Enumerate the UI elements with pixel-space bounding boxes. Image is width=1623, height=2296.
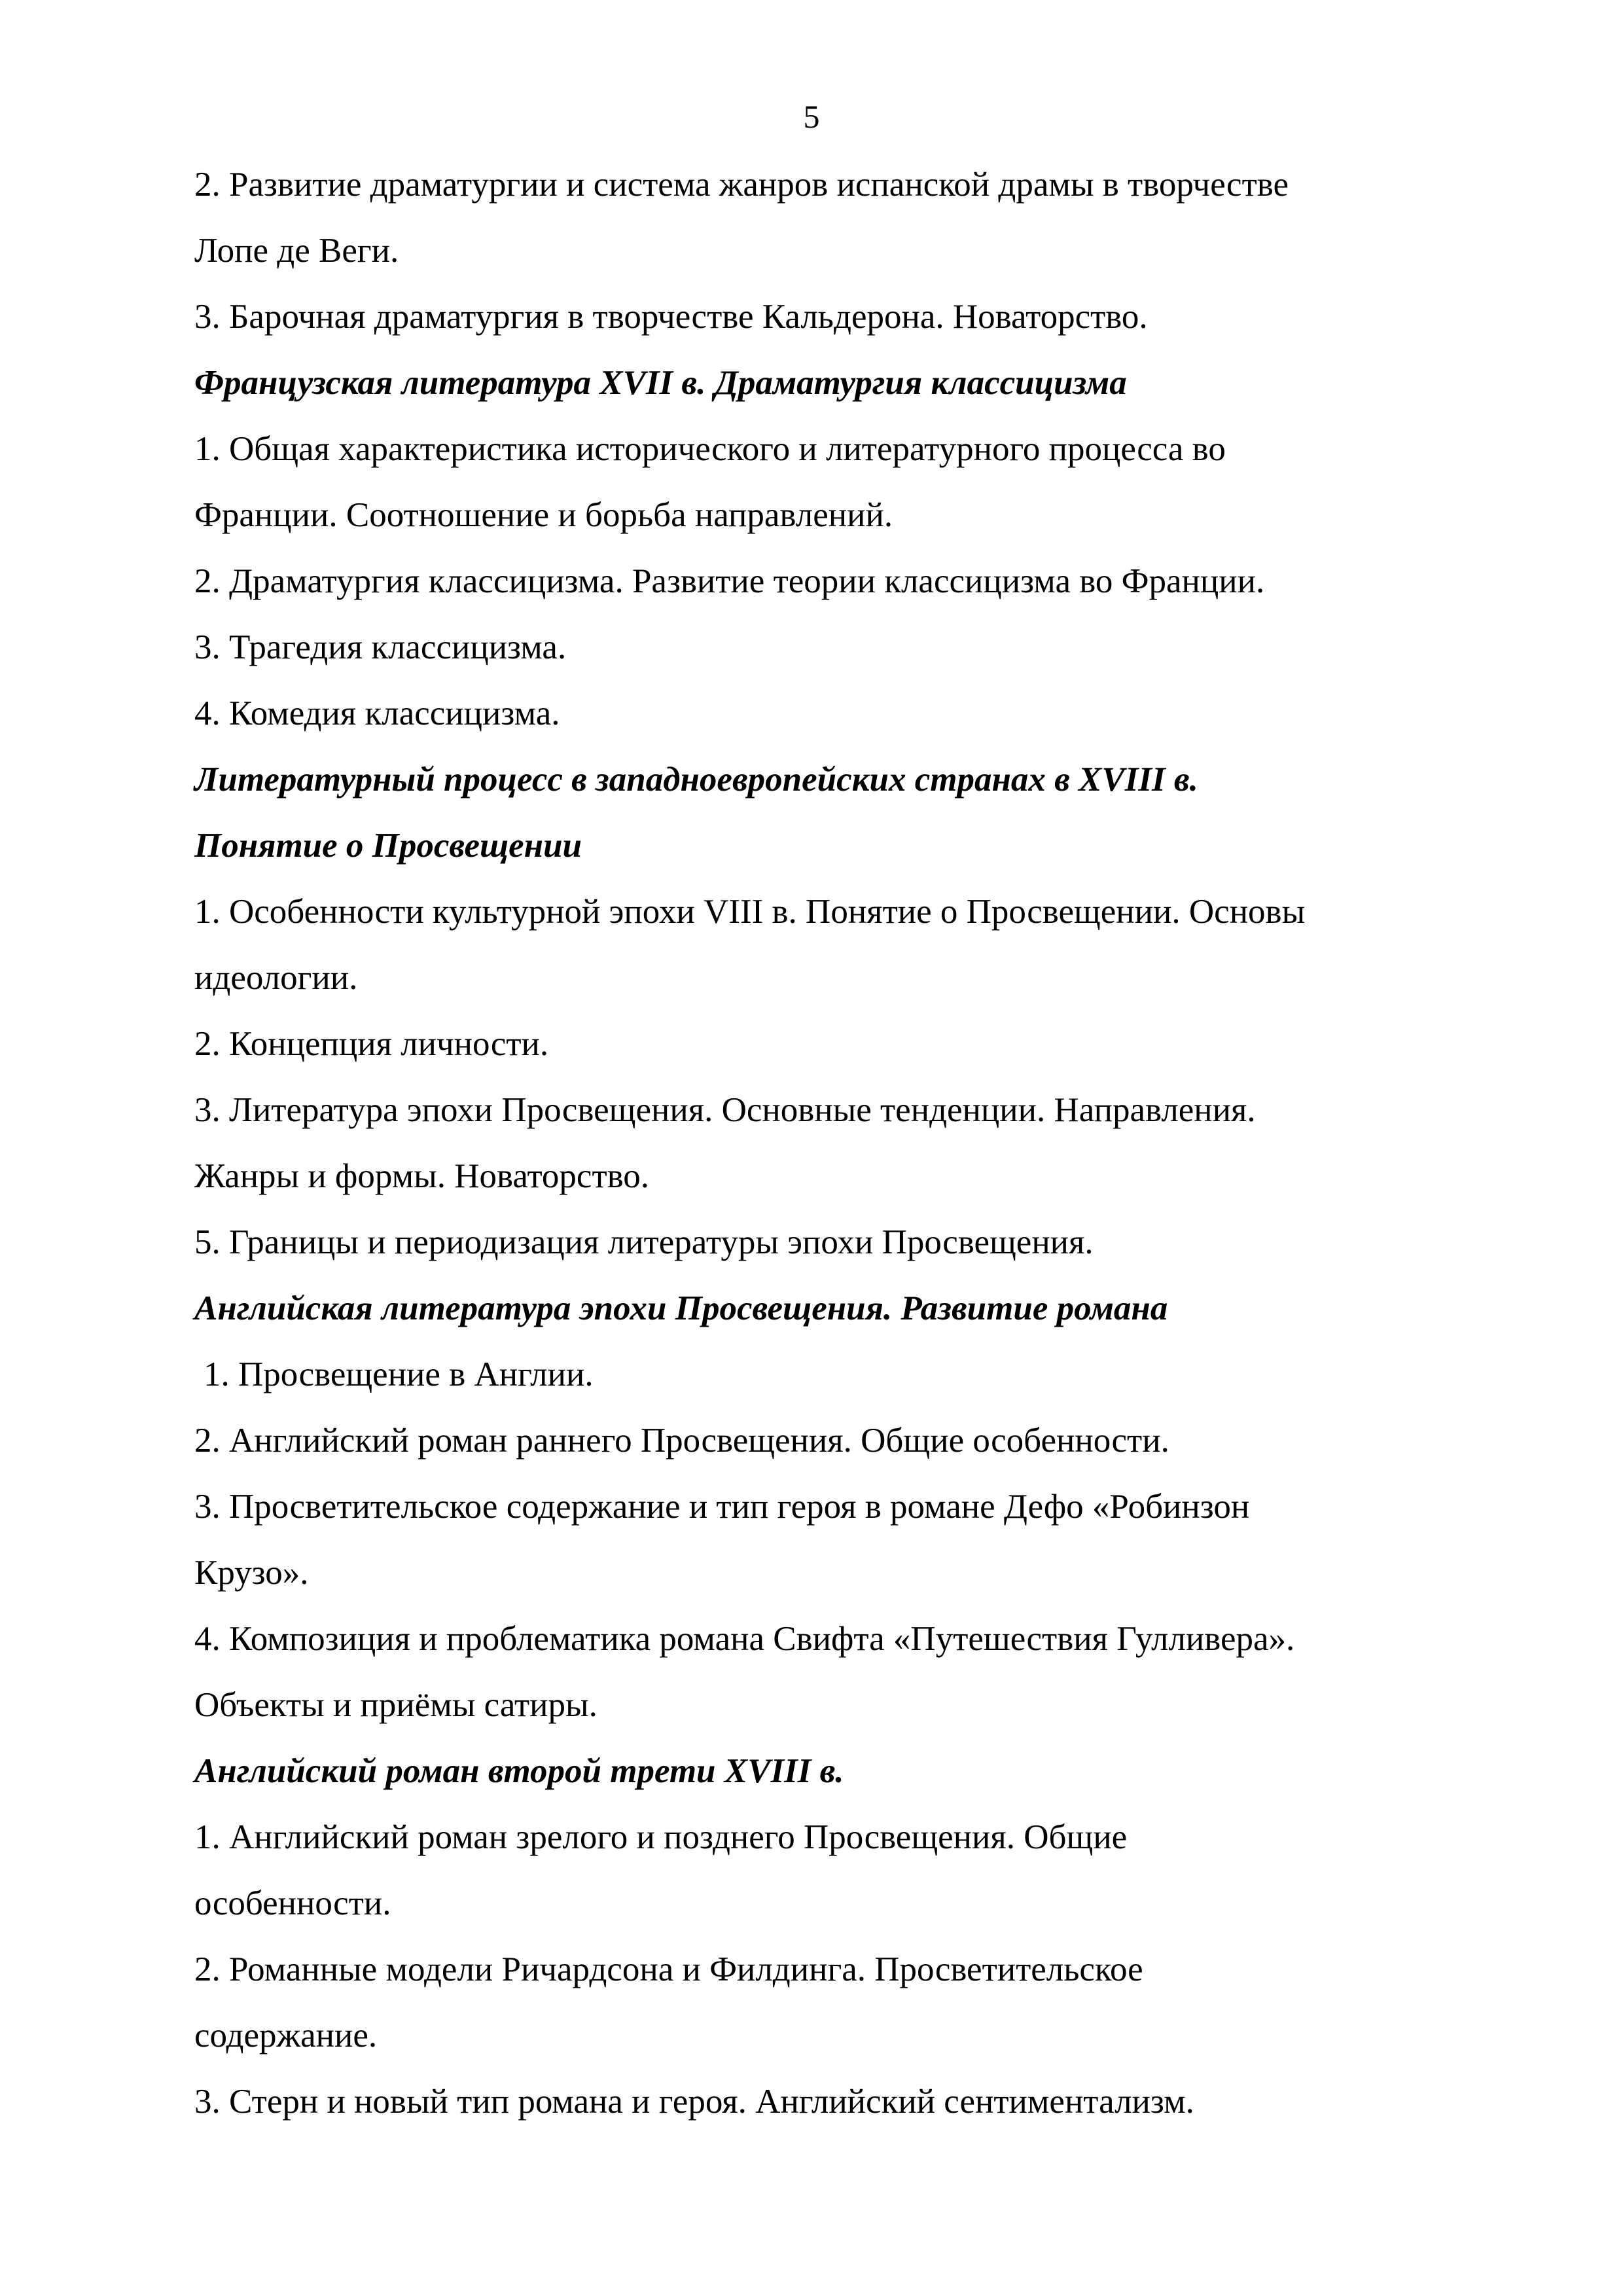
text-line: 2. Английский роман раннего Просвещения. Общие особенности.: [194, 1422, 1169, 1460]
text-line: 3. Барочная драматургия в творчестве Кальдерона. Новаторство.: [194, 298, 1148, 336]
section-heading: Английский роман второй трети XVIII в.: [194, 1752, 844, 1790]
text-line: Лопе де Веги.: [194, 232, 399, 270]
text-line: 2. Драматургия классицизма. Развитие теории классицизма во Франции.: [194, 562, 1265, 600]
text-line: Жанры и формы. Новаторство.: [194, 1157, 650, 1195]
section-heading: Английская литература эпохи Просвещения. Развитие романа: [194, 1289, 1168, 1327]
section-heading: Понятие о Просвещении: [194, 827, 582, 865]
text-line: 2. Концепция личности.: [194, 1025, 549, 1063]
text-line: 1. Просвещение в Англии.: [204, 1355, 594, 1393]
text-line: 3. Трагедия классицизма.: [194, 628, 567, 666]
text-line: 4. Комедия классицизма.: [194, 694, 560, 732]
text-line: содержание.: [194, 2017, 378, 2054]
text-line: 2. Развитие драматургии и система жанров испанской драмы в творчестве: [194, 166, 1289, 204]
text-line: 2. Романные модели Ричардсона и Филдинга. Просветительское: [194, 1950, 1143, 1988]
text-line: особенности.: [194, 1884, 391, 1922]
text-line: 5. Границы и периодизация литературы эпохи Просвещения.: [194, 1223, 1094, 1261]
text-line: 1. Английский роман зрелого и позднего Просвещения. Общие: [194, 1818, 1128, 1856]
text-line: Франции. Соотношение и борьба направлений.: [194, 496, 893, 534]
text-line: Объекты и приёмы сатиры.: [194, 1686, 597, 1724]
section-heading: Французская литература XVII в. Драматургия классицизма: [194, 364, 1127, 402]
text-line: 3. Литература эпохи Просвещения. Основные тенденции. Направления.: [194, 1091, 1256, 1129]
text-line: Крузо».: [194, 1554, 309, 1592]
text-line: 3. Стерн и новый тип романа и героя. Английский сентиментализм.: [194, 2083, 1194, 2121]
text-line: 1. Общая характеристика исторического и литературного процесса во: [194, 430, 1226, 468]
text-line: 4. Композиция и проблематика романа Свифта «Путешествия Гулливера».: [194, 1620, 1295, 1658]
text-line: 3. Просветительское содержание и тип героя в романе Дефо «Робинзон: [194, 1488, 1250, 1526]
section-heading: Литературный процесс в западноевропейских странах в XVIII в.: [194, 761, 1198, 798]
text-line: 1. Особенности культурной эпохи VIII в. Понятие о Просвещении. Основы: [194, 893, 1306, 931]
page-number: 5: [803, 98, 820, 135]
text-line: идеологии.: [194, 959, 358, 997]
document-body: [194, 152, 1451, 2135]
